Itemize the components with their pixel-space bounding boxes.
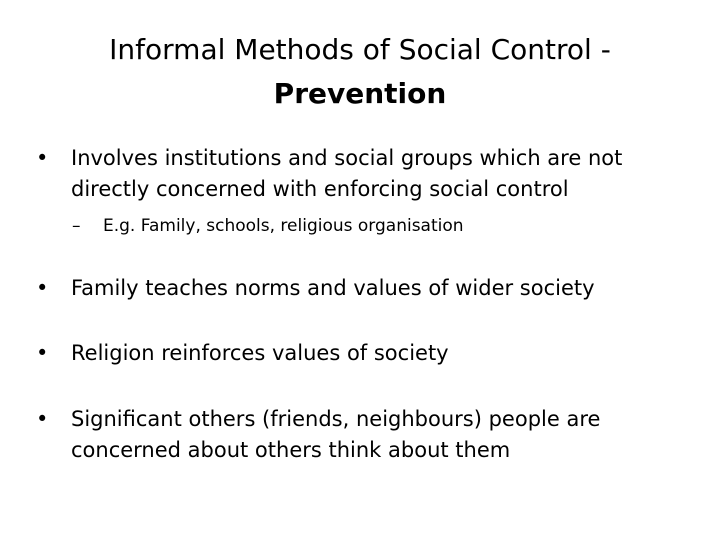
bullet-text: Family teaches norms and values of wider society xyxy=(71,276,595,300)
bullet-marker: • xyxy=(36,276,49,300)
bullet-text: Religion reinforces values of society xyxy=(71,341,449,365)
slide-title xyxy=(60,28,660,116)
bullet-text: Involves institutions and social groups which are not directly concerned with enforcing social control xyxy=(71,146,623,201)
bullet-marker: • xyxy=(36,341,49,365)
bullet-item-family xyxy=(36,273,686,304)
bullet-item-institutions xyxy=(36,143,686,205)
sub-bullet-text: E.g. Family, schools, religious organisation xyxy=(103,216,464,236)
sub-bullet-item-examples xyxy=(72,213,672,239)
bullet-text: Significant others (friends, neighbours) people are concerned about others think about them xyxy=(71,407,601,462)
bullet-marker: • xyxy=(36,146,49,170)
title-line-2: Prevention xyxy=(273,77,447,110)
sub-bullet-marker: – xyxy=(72,216,81,236)
bullet-item-religion xyxy=(36,338,686,369)
bullet-marker: • xyxy=(36,407,49,431)
title-line-1: Informal Methods of Social Control - xyxy=(109,33,611,66)
bullet-item-significant-others xyxy=(36,404,686,466)
